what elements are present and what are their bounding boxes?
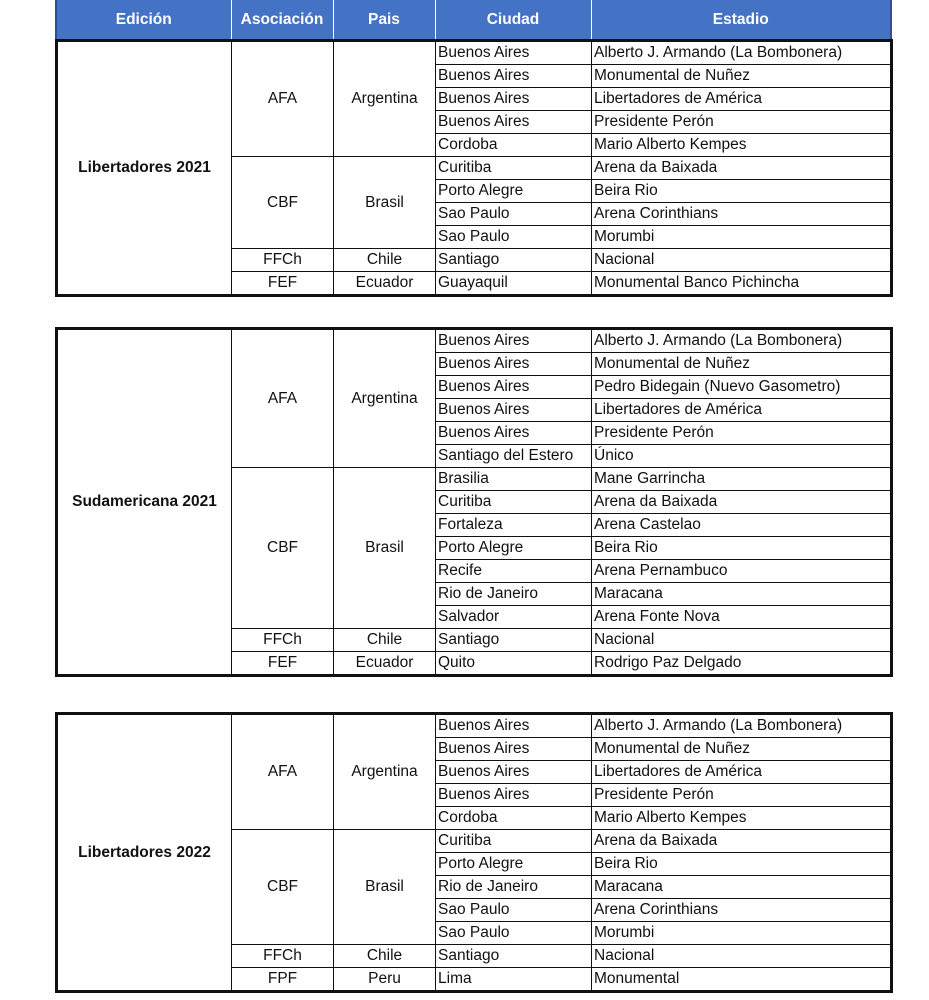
stadium-cell: Arena da Baixada: [592, 157, 892, 180]
country-cell: Ecuador: [334, 272, 436, 296]
city-cell: Buenos Aires: [436, 714, 592, 738]
association-cell: AFA: [232, 41, 334, 157]
city-cell: Brasilia: [436, 468, 592, 491]
stadium-cell: Nacional: [592, 249, 892, 272]
city-cell: Fortaleza: [436, 514, 592, 537]
stadium-cell: Alberto J. Armando (La Bombonera): [592, 714, 892, 738]
city-cell: Santiago: [436, 945, 592, 968]
edition-cell: Libertadores 2022: [57, 714, 232, 992]
association-cell: FFCh: [232, 629, 334, 652]
city-cell: Curitiba: [436, 157, 592, 180]
city-cell: Sao Paulo: [436, 203, 592, 226]
city-cell: Guayaquil: [436, 272, 592, 296]
stadium-cell: Monumental de Nuñez: [592, 738, 892, 761]
stadium-cell: Libertadores de América: [592, 399, 892, 422]
city-cell: Buenos Aires: [436, 353, 592, 376]
country-cell: Argentina: [334, 714, 436, 830]
association-cell: CBF: [232, 157, 334, 249]
header-ciudad: Ciudad: [435, 0, 591, 40]
country-cell: Chile: [334, 629, 436, 652]
header-edicion: Edición: [56, 0, 231, 40]
stadium-cell: Pedro Bidegain (Nuevo Gasometro): [592, 376, 892, 399]
city-cell: Recife: [436, 560, 592, 583]
city-cell: Buenos Aires: [436, 65, 592, 88]
association-cell: CBF: [232, 468, 334, 629]
country-cell: Chile: [334, 249, 436, 272]
stadium-cell: Monumental Banco Pichincha: [592, 272, 892, 296]
stadium-cell: Único: [592, 445, 892, 468]
header-pais: Pais: [333, 0, 435, 40]
stadium-cell: Monumental: [592, 968, 892, 992]
stadium-cell: Arena da Baixada: [592, 491, 892, 514]
country-cell: Peru: [334, 968, 436, 992]
city-cell: Buenos Aires: [436, 761, 592, 784]
city-cell: Santiago: [436, 249, 592, 272]
stadium-cell: Presidente Perón: [592, 111, 892, 134]
stadium-cell: Libertadores de América: [592, 761, 892, 784]
country-cell: Brasil: [334, 157, 436, 249]
city-cell: Buenos Aires: [436, 41, 592, 65]
city-cell: Buenos Aires: [436, 88, 592, 111]
stadium-cell: Alberto J. Armando (La Bombonera): [592, 41, 892, 65]
stadium-cell: Morumbi: [592, 922, 892, 945]
stadium-cell: Mario Alberto Kempes: [592, 134, 892, 157]
city-cell: Buenos Aires: [436, 376, 592, 399]
association-cell: FEF: [232, 272, 334, 296]
association-cell: FEF: [232, 652, 334, 676]
city-cell: Rio de Janeiro: [436, 876, 592, 899]
country-cell: Ecuador: [334, 652, 436, 676]
column-header: [55, 0, 892, 41]
stadium-cell: Monumental de Nuñez: [592, 65, 892, 88]
country-cell: Argentina: [334, 41, 436, 157]
city-cell: Sao Paulo: [436, 226, 592, 249]
city-cell: Curitiba: [436, 491, 592, 514]
edition-cell: Sudamericana 2021: [57, 329, 232, 676]
city-cell: Porto Alegre: [436, 853, 592, 876]
stadium-cell: Beira Rio: [592, 853, 892, 876]
table-row: [57, 41, 892, 65]
edition-table-libertadores-2022: [55, 712, 893, 993]
stadium-cell: Arena Fonte Nova: [592, 606, 892, 629]
city-cell: Quito: [436, 652, 592, 676]
association-cell: CBF: [232, 830, 334, 945]
stadium-cell: Alberto J. Armando (La Bombonera): [592, 329, 892, 353]
city-cell: Buenos Aires: [436, 784, 592, 807]
city-cell: Rio de Janeiro: [436, 583, 592, 606]
association-cell: FFCh: [232, 249, 334, 272]
stadium-cell: Arena Corinthians: [592, 203, 892, 226]
country-cell: Brasil: [334, 468, 436, 629]
stadium-cell: Morumbi: [592, 226, 892, 249]
city-cell: Curitiba: [436, 830, 592, 853]
city-cell: Sao Paulo: [436, 899, 592, 922]
country-cell: Brasil: [334, 830, 436, 945]
header-asociacion: Asociación: [231, 0, 333, 40]
stadium-cell: Nacional: [592, 945, 892, 968]
city-cell: Porto Alegre: [436, 180, 592, 203]
edition-table-sudamericana-2021: [55, 327, 893, 677]
association-cell: FFCh: [232, 945, 334, 968]
country-cell: Chile: [334, 945, 436, 968]
stadium-cell: Arena da Baixada: [592, 830, 892, 853]
stadium-cell: Presidente Perón: [592, 422, 892, 445]
city-cell: Buenos Aires: [436, 111, 592, 134]
stadium-cell: Mario Alberto Kempes: [592, 807, 892, 830]
city-cell: Buenos Aires: [436, 422, 592, 445]
association-cell: AFA: [232, 714, 334, 830]
country-cell: Argentina: [334, 329, 436, 468]
city-cell: Buenos Aires: [436, 329, 592, 353]
stadium-cell: Monumental de Nuñez: [592, 353, 892, 376]
edition-table-libertadores-2021: [55, 39, 893, 297]
stadium-cell: Libertadores de América: [592, 88, 892, 111]
city-cell: Buenos Aires: [436, 738, 592, 761]
city-cell: Santiago: [436, 629, 592, 652]
association-cell: AFA: [232, 329, 334, 468]
header-estadio: Estadio: [591, 0, 891, 40]
city-cell: Salvador: [436, 606, 592, 629]
city-cell: Cordoba: [436, 134, 592, 157]
stadium-cell: Nacional: [592, 629, 892, 652]
city-cell: Cordoba: [436, 807, 592, 830]
city-cell: Santiago del Estero: [436, 445, 592, 468]
edition-cell: Libertadores 2021: [57, 41, 232, 296]
table-row: [57, 329, 892, 353]
city-cell: Lima: [436, 968, 592, 992]
stadium-cell: Maracana: [592, 583, 892, 606]
stadium-cell: Presidente Perón: [592, 784, 892, 807]
city-cell: Porto Alegre: [436, 537, 592, 560]
stadium-cell: Arena Corinthians: [592, 899, 892, 922]
table-row: [57, 714, 892, 738]
association-cell: FPF: [232, 968, 334, 992]
stadium-cell: Arena Pernambuco: [592, 560, 892, 583]
stadium-cell: Beira Rio: [592, 180, 892, 203]
city-cell: Sao Paulo: [436, 922, 592, 945]
stadium-cell: Arena Castelao: [592, 514, 892, 537]
stadium-cell: Maracana: [592, 876, 892, 899]
city-cell: Buenos Aires: [436, 399, 592, 422]
stadium-cell: Mane Garrincha: [592, 468, 892, 491]
stadium-cell: Beira Rio: [592, 537, 892, 560]
stadium-cell: Rodrigo Paz Delgado: [592, 652, 892, 676]
